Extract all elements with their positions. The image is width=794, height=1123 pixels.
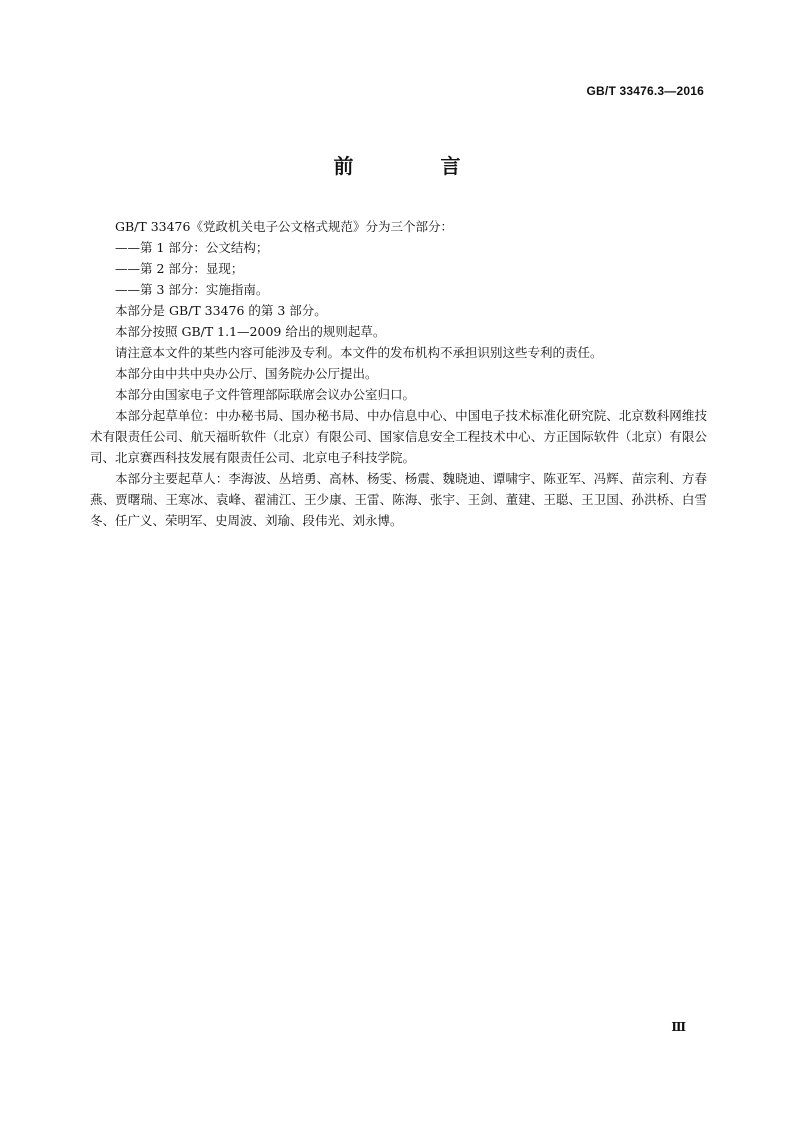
paragraph-patent-notice: 请注意本文件的某些内容可能涉及专利。本文件的发布机构不承担识别这些专利的责任。 <box>115 345 603 360</box>
paragraph-part-statement: 本部分是 GB/T 33476 的第 3 部分。 <box>115 303 327 318</box>
page-number: Ⅲ <box>671 1020 686 1034</box>
paragraph-administered-by: 本部分由国家电子文件管理部际联席会议办公室归口。 <box>115 387 416 402</box>
standard-code: GB/T 33476.3—2016 <box>586 84 704 98</box>
paragraph-intro: GB/T 33476《党政机关电子公文格式规范》分为三个部分： <box>115 219 453 234</box>
list-item-part-2: ——第 2 部分：显现； <box>115 261 244 276</box>
list-item-part-3: ——第 3 部分：实施指南。 <box>115 282 269 297</box>
paragraph-proposed-by: 本部分由中共中央办公厅、国务院办公厅提出。 <box>115 366 378 381</box>
page-title: 前 言 <box>333 154 501 178</box>
paragraph-drafting-organizations: 本部分起草单位：中办秘书局、国办秘书局、中办信息中心、中国电子技术标准化研究院、北京数科网维技术有限责任公司、航天福昕软件（北京）有限公司、国家信息安全工程技术中心、方正国际软件（北京）有限公司、北京赛西科技发展有限责任公司、北京电子科技学院。 <box>90 408 707 465</box>
paragraph-drafters: 本部分主要起草人：李海波、丛培勇、高林、杨雯、杨震、魏晓迪、谭啸宇、陈亚军、冯辉、苗宗利、方春燕、贾曙瑞、王寒冰、袁峰、翟浦江、王少康、王雷、陈海、张宇、王剑、董建、王聪、王卫国、孙洪桥、白雪冬、任广义、荣明军、史周波、刘瑜、段伟光、刘永博。 <box>90 471 707 528</box>
list-item-part-1: ——第 1 部分：公文结构； <box>115 240 269 255</box>
paragraph-drafting-rules: 本部分按照 GB/T 1.1—2009 给出的规则起草。 <box>115 324 386 339</box>
foreword-body <box>90 216 707 531</box>
